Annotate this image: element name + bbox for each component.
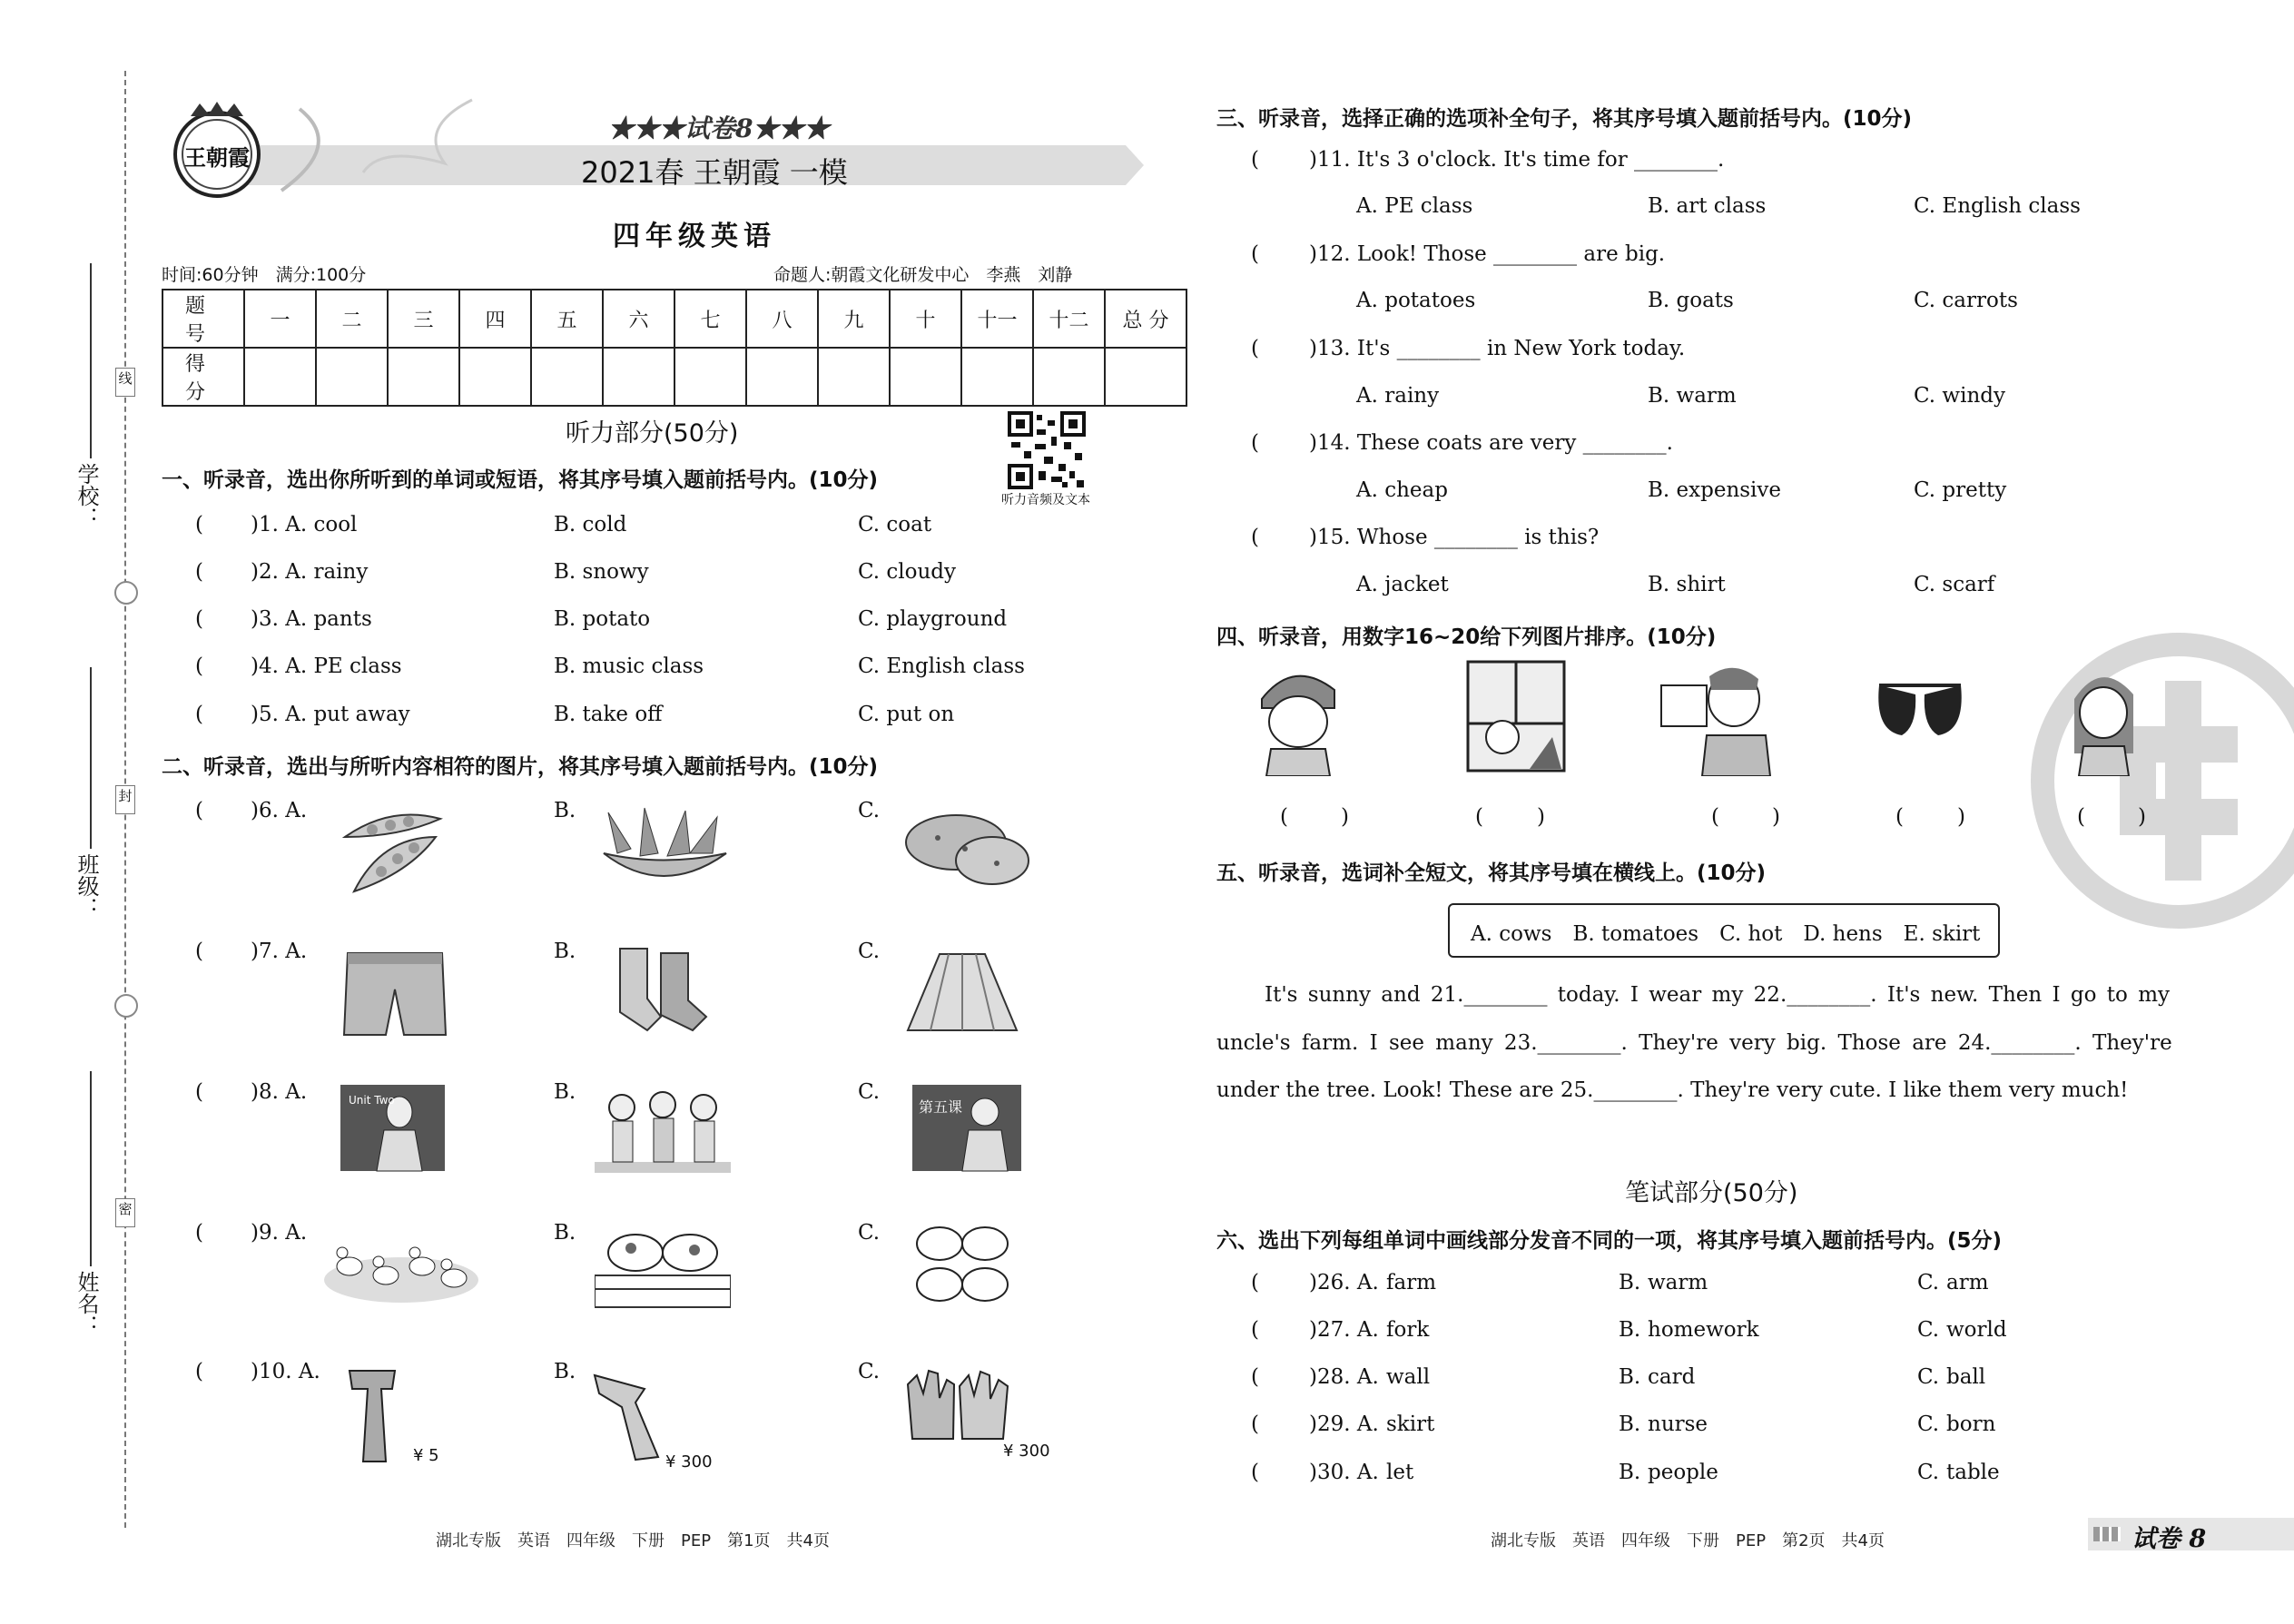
- question-13: )13. It's ________ in New York today.: [1309, 337, 1686, 360]
- question-9: )9. A.: [251, 1221, 308, 1245]
- answer-bracket[interactable]: (: [1280, 805, 1288, 829]
- option-13b: B. warm: [1648, 384, 1737, 408]
- section-6-heading: 六、选出下列每组单词中画线部分发音不同的一项，将其序号填入题前括号内。(5分): [1216, 1229, 2003, 1253]
- school-label: 学校：: [74, 463, 99, 528]
- score-input-cell[interactable]: [818, 348, 890, 406]
- word-bank: A. cows B. tomatoes C. hot D. hens E. skirt: [1471, 922, 1981, 946]
- score-cell: 八: [746, 290, 818, 348]
- footer-left: 湖北专版 英语 四年级 下册 PEP 第1页 共4页: [436, 1531, 830, 1550]
- word-29c: born: [1946, 1412, 1996, 1436]
- score-row-label: 得 分: [162, 348, 244, 406]
- answer-bracket-close: ): [1537, 805, 1545, 829]
- question-26: )26. A.: [1309, 1271, 1379, 1294]
- question-3: )3. A. pants: [251, 607, 372, 631]
- score-cell: 总 分: [1105, 290, 1186, 348]
- option-9c-label: C.: [858, 1221, 881, 1245]
- answer-bracket[interactable]: (: [195, 607, 203, 631]
- word-27a: fork: [1386, 1318, 1430, 1342]
- board-text-a: Unit Two: [349, 1094, 395, 1107]
- seal-mark-secret: 密: [115, 1198, 135, 1227]
- logo-text: 王朝霞: [184, 144, 250, 171]
- option-8c-label: C.: [858, 1080, 881, 1104]
- option-1c: C. coat: [858, 513, 932, 536]
- authors: 命题人:朝霞文化研发中心 李燕 刘静: [773, 265, 1073, 285]
- question-12: )12. Look! Those ________ are big.: [1309, 242, 1666, 266]
- name-field[interactable]: [90, 1071, 92, 1266]
- price-a: ¥ 5: [413, 1446, 439, 1465]
- subject-title: 四年级英语: [613, 221, 776, 252]
- score-cell: 十二: [1033, 290, 1105, 348]
- score-cell: 三: [388, 290, 459, 348]
- word-30b: people: [1648, 1461, 1718, 1484]
- seal-mark-line: 线: [115, 368, 135, 397]
- answer-bracket[interactable]: (: [195, 1221, 203, 1245]
- price-c: ¥ 300: [1003, 1442, 1050, 1461]
- answer-bracket[interactable]: (: [195, 655, 203, 678]
- word-28b-prefix: B.: [1619, 1365, 1641, 1389]
- answer-bracket[interactable]: (: [195, 560, 203, 584]
- question-8: )8. A.: [251, 1080, 308, 1104]
- option-14c: C. pretty: [1914, 478, 2007, 502]
- ducks-picture: [322, 1225, 481, 1307]
- option-13a: A. rainy: [1356, 384, 1440, 408]
- word-29b: nurse: [1648, 1412, 1708, 1436]
- word-30c-prefix: C.: [1917, 1461, 1940, 1484]
- option-7c-label: C.: [858, 940, 881, 963]
- question-14: )14. These coats are very ________.: [1309, 431, 1673, 455]
- shorts-picture: [340, 949, 449, 1039]
- option-9b-label: B.: [554, 1221, 576, 1245]
- option-13c: C. windy: [1914, 384, 2005, 408]
- exam-title: 2021春 王朝霞 一模: [581, 155, 848, 190]
- question-7: )7. A.: [251, 940, 308, 963]
- score-input-cell[interactable]: [746, 348, 818, 406]
- seal-mark-seal: 封: [115, 785, 135, 814]
- question-2: )2. A. rainy: [251, 560, 369, 584]
- score-input-cell[interactable]: [1033, 348, 1105, 406]
- answer-bracket[interactable]: (: [1711, 805, 1719, 829]
- score-input-cell[interactable]: [316, 348, 388, 406]
- name-label: 姓名：: [74, 1271, 99, 1336]
- option-1b: B. cold: [554, 513, 627, 536]
- word-28c: ball: [1946, 1365, 1986, 1389]
- word-27b-prefix: B.: [1619, 1318, 1641, 1342]
- option-6b-label: B.: [554, 799, 576, 822]
- answer-bracket-close: ): [1341, 805, 1349, 829]
- qr-code-icon[interactable]: [1008, 411, 1086, 489]
- option-5c: C. put on: [858, 703, 955, 726]
- word-27b: homework: [1648, 1318, 1759, 1342]
- score-cell: 六: [603, 290, 674, 348]
- score-input-cell[interactable]: [388, 348, 459, 406]
- answer-bracket[interactable]: (: [1251, 431, 1259, 455]
- option-4b: B. music class: [554, 655, 704, 678]
- option-14b: B. expensive: [1648, 478, 1782, 502]
- score-input-cell[interactable]: [1105, 348, 1186, 406]
- answer-bracket-close: ): [2138, 805, 2146, 829]
- score-input-cell[interactable]: [674, 348, 746, 406]
- option-10c-label: C.: [858, 1360, 881, 1383]
- score-cell: 十: [890, 290, 961, 348]
- answer-bracket[interactable]: (: [1251, 1365, 1259, 1389]
- word-30a: let: [1386, 1461, 1414, 1484]
- option-4c: C. English class: [858, 655, 1025, 678]
- option-2c: C. cloudy: [858, 560, 957, 584]
- ornament-icon: [114, 581, 138, 605]
- score-cell: 七: [674, 290, 746, 348]
- answer-bracket[interactable]: (: [2077, 805, 2085, 829]
- price-b: ¥ 300: [665, 1452, 713, 1471]
- word-26c: arm: [1946, 1271, 1989, 1294]
- score-input-cell[interactable]: [244, 348, 316, 406]
- carrots-basket-picture: [590, 803, 735, 894]
- section-4-heading: 四、听录音，用数字16~20给下列图片排序。(10分): [1216, 625, 1717, 649]
- score-cell: 题 号: [162, 290, 244, 348]
- listening-title: 听力部分(50分): [566, 419, 739, 448]
- footer-tag: 试卷 8: [2132, 1525, 2207, 1553]
- gloves-picture: [903, 1366, 1017, 1448]
- section-5-heading: 五、听录音，选词补全短文，将其序号填在横线上。(10分): [1216, 861, 1767, 885]
- option-12a: A. potatoes: [1356, 289, 1476, 312]
- word-27c: world: [1946, 1318, 2007, 1342]
- answer-bracket[interactable]: (: [1475, 805, 1483, 829]
- skirt-picture: [903, 947, 1021, 1038]
- question-4: )4. A. PE class: [251, 655, 402, 678]
- score-input-cell[interactable]: [961, 348, 1033, 406]
- children-picture: [595, 1085, 731, 1176]
- question-30: )30. A.: [1309, 1461, 1379, 1484]
- sunglasses-picture: [1870, 676, 1970, 758]
- passage-line-3: under the tree. Look! These are 25.________. They're very cute. I like them very much!: [1216, 1078, 2129, 1102]
- school-field[interactable]: [90, 263, 92, 458]
- option-3b: B. potato: [554, 607, 651, 631]
- writing-title: 笔试部分(50分): [1625, 1179, 1798, 1207]
- boy-hat-picture: [1248, 658, 1348, 776]
- question-11: )11. It's 3 o'clock. It's time for ________.: [1309, 148, 1725, 172]
- peas-picture: [336, 801, 454, 901]
- score-input-cell[interactable]: [531, 348, 603, 406]
- question-6: )6. A.: [251, 799, 308, 822]
- board-text-c: 第五课: [919, 1098, 963, 1116]
- time-info: 时间:60分钟 满分:100分: [162, 265, 367, 285]
- word-30b-prefix: B.: [1619, 1461, 1641, 1484]
- section-1-heading: 一、听录音，选出你所听到的单词或短语，将其序号填入题前括号内。(10分): [162, 468, 879, 492]
- answer-bracket[interactable]: (: [195, 799, 203, 822]
- qr-caption: 听力音频及文本: [1001, 493, 1090, 507]
- word-29b-prefix: B.: [1619, 1412, 1641, 1436]
- answer-bracket-close: ): [1957, 805, 1965, 829]
- score-cell: 二: [316, 290, 388, 348]
- scarf-b-picture: [590, 1371, 663, 1462]
- boy-book-picture: [1657, 663, 1775, 776]
- footer-right: 湖北专版 英语 四年级 下册 PEP 第2页 共4页: [1491, 1531, 1885, 1550]
- option-5b: B. take off: [554, 703, 663, 726]
- word-28c-prefix: C.: [1917, 1365, 1940, 1389]
- passage-line-1: It's sunny and 21.________ today. I wear my 22.________. It's new. Then I go to my: [1265, 983, 2171, 1007]
- paper-number: ★★★试卷8★★★: [608, 113, 830, 143]
- scarf-a-picture: [345, 1366, 399, 1466]
- word-28a: wall: [1386, 1365, 1431, 1389]
- question-15: )15. Whose ________ is this?: [1309, 526, 1600, 549]
- girl-picture: [2056, 663, 2151, 776]
- question-29: )29. A.: [1309, 1412, 1379, 1436]
- option-12b: B. goats: [1648, 289, 1734, 312]
- question-27: )27. A.: [1309, 1318, 1379, 1342]
- option-15b: B. shirt: [1648, 573, 1726, 596]
- word-26b-prefix: B.: [1619, 1271, 1641, 1294]
- answer-bracket[interactable]: (: [1895, 805, 1904, 829]
- score-cell: 九: [818, 290, 890, 348]
- ornament-icon: [114, 994, 138, 1018]
- score-input-cell[interactable]: [890, 348, 961, 406]
- word-26b: warm: [1648, 1271, 1708, 1294]
- question-5: )5. A. put away: [251, 703, 410, 726]
- answer-bracket[interactable]: (: [195, 1360, 203, 1383]
- class-label: 班级：: [74, 853, 99, 919]
- score-cell: 一: [244, 290, 316, 348]
- class-field[interactable]: [90, 667, 92, 849]
- score-cell: 四: [459, 290, 531, 348]
- question-1: )1. A. cool: [251, 513, 358, 536]
- word-26a: farm: [1386, 1271, 1437, 1294]
- passage-line-2: uncle's farm. I see many 23.________. They're very big. Those are 24.________. They're: [1216, 1031, 2172, 1055]
- option-12c: C. carrots: [1914, 289, 2018, 312]
- score-input-cell[interactable]: [603, 348, 674, 406]
- option-11b: B. art class: [1648, 194, 1767, 218]
- question-28: )28. A.: [1309, 1365, 1379, 1389]
- answer-bracket[interactable]: (: [195, 513, 203, 536]
- answer-bracket-close: ): [1772, 805, 1780, 829]
- option-7b-label: B.: [554, 940, 576, 963]
- answer-bracket[interactable]: (: [1251, 337, 1259, 360]
- score-table: [162, 289, 1187, 407]
- score-table-header-row: [162, 290, 1186, 348]
- option-8b-label: B.: [554, 1080, 576, 1104]
- word-27c-prefix: C.: [1917, 1318, 1940, 1342]
- question-10: )10. A.: [251, 1360, 320, 1383]
- section-3-heading: 三、听录音，选择正确的选项补全句子，将其序号填入题前括号内。(10分): [1216, 107, 1913, 131]
- answer-bracket[interactable]: (: [1251, 1461, 1259, 1484]
- score-input-cell[interactable]: [459, 348, 531, 406]
- option-15a: A. jacket: [1356, 573, 1449, 596]
- option-10b-label: B.: [554, 1360, 576, 1383]
- score-cell: 五: [531, 290, 603, 348]
- answer-bracket[interactable]: (: [1251, 242, 1259, 266]
- option-6c-label: C.: [858, 799, 881, 822]
- socks-picture: [606, 944, 715, 1035]
- answer-bracket[interactable]: (: [195, 1080, 203, 1104]
- word-26c-prefix: C.: [1917, 1271, 1940, 1294]
- answer-bracket[interactable]: (: [195, 940, 203, 963]
- score-table-score-row: [162, 348, 1186, 406]
- option-11a: A. PE class: [1356, 194, 1473, 218]
- section-2-heading: 二、听录音，选出与所听内容相符的图片，将其序号填入题前括号内。(10分): [162, 755, 879, 779]
- footer-tag-squares: [2093, 1527, 2121, 1541]
- word-28b: card: [1648, 1365, 1696, 1389]
- option-15c: C. scarf: [1914, 573, 1995, 596]
- option-11c: C. English class: [1914, 194, 2081, 218]
- answer-bracket[interactable]: (: [1251, 1318, 1259, 1342]
- sheep-picture: [903, 1216, 1021, 1316]
- answer-bracket[interactable]: (: [1251, 526, 1259, 549]
- option-3c: C. playground: [858, 607, 1008, 631]
- word-30c: table: [1946, 1461, 2000, 1484]
- potatoes-picture: [901, 802, 1038, 892]
- cows-picture: [595, 1221, 731, 1312]
- window-boy-picture: [1466, 660, 1566, 773]
- option-2b: B. snowy: [554, 560, 649, 584]
- answer-bracket[interactable]: (: [1251, 148, 1259, 172]
- word-29a: skirt: [1386, 1412, 1435, 1436]
- score-cell: 十一: [961, 290, 1033, 348]
- answer-bracket[interactable]: (: [1251, 1271, 1259, 1294]
- answer-bracket[interactable]: (: [195, 703, 203, 726]
- answer-bracket[interactable]: (: [1251, 1412, 1259, 1436]
- option-14a: A. cheap: [1356, 478, 1448, 502]
- word-29c-prefix: C.: [1917, 1412, 1940, 1436]
